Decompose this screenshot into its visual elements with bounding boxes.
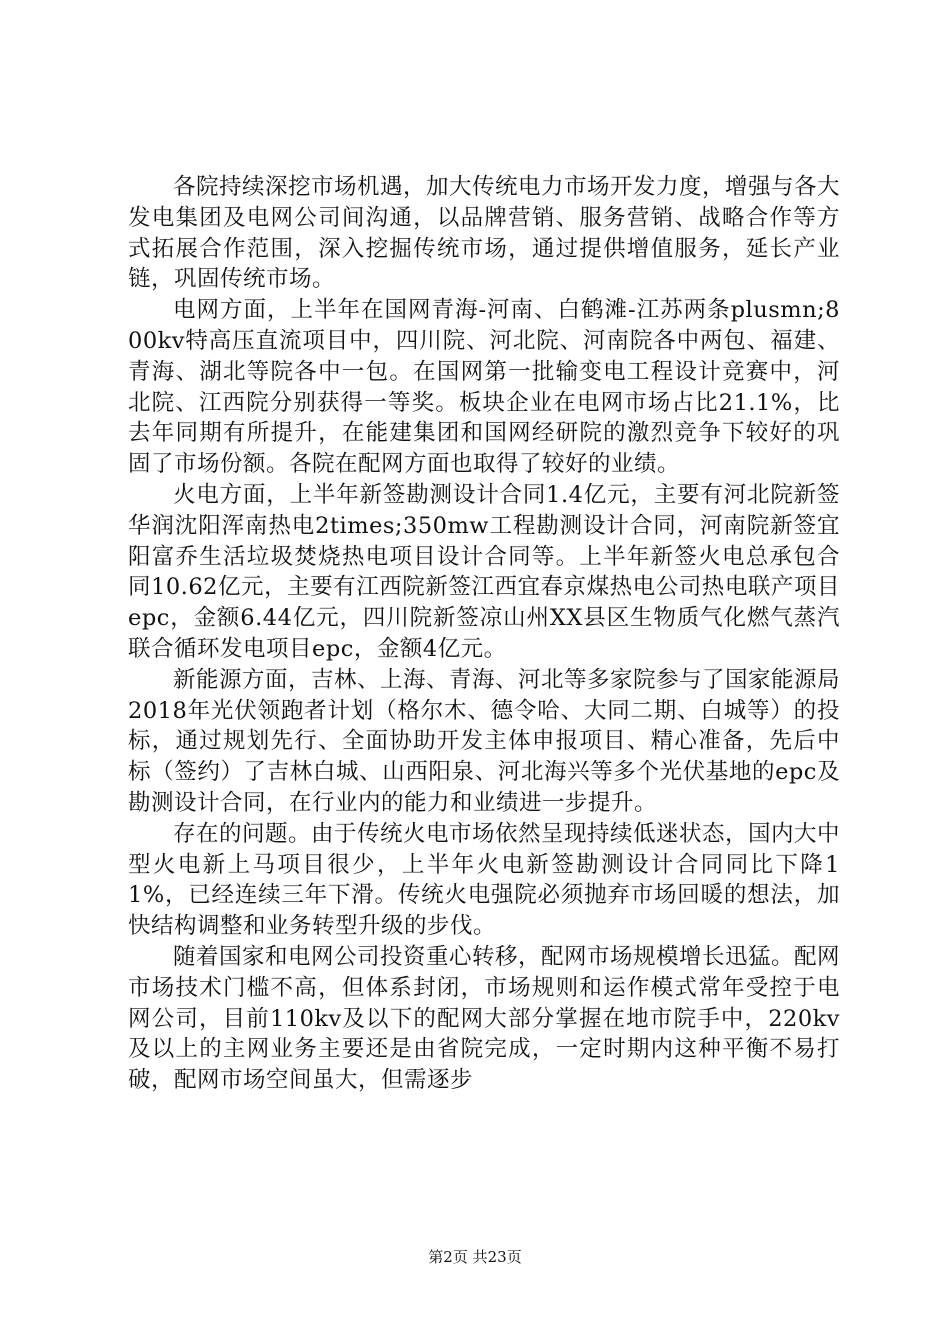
paragraph-distribution-network: 随着国家和电网公司投资重心转移，配网市场规模增长迅猛。配网市场技术门槛不高，但体系封闭，市场规则和运作模式常年受控于电网公司，目前110kv及以下的配网大部分掌握在地市院手中，220kv及以上的主网业务主要还是由省院完成，一定时期内这种平衡不易打破，配网市场空间虽大，但需逐步 — [128, 943, 841, 1094]
paragraph-traditional-market: 各院持续深挖市场机遇，加大传统电力市场开发力度，增强与各大发电集团及电网公司间沟通，以品牌营销、服务营销、战略合作等方式拓展合作范围，深入挖掘传统市场，通过提供增值服务，延长产业链，巩固传统市场。 — [128, 174, 841, 293]
paragraph-new-energy: 新能源方面，吉林、上海、青海、河北等多家院参与了国家能源局2018年光伏领跑者计划（格尔木、德令哈、大同二期、白城等）的投标，通过规划先行、全面协助开发主体申报项目、精心准备，先后中标（签约）了吉林白城、山西阳泉、河北海兴等多个光伏基地的epc及勘测设计合同，在行业内的能力和业绩进一步提升。 — [128, 666, 841, 816]
paragraph-power-grid: 电网方面，上半年在国网青海-河南、白鹤滩-江苏两条plusmn;800kv特高压直流项目中，四川院、河北院、河南院各中两包、福建、青海、湖北等院各中一包。在国网第一批输变电工程设计竞赛中，河北院、江西院分别获得一等奖。板块企业在电网市场占比21.1%，比去年同期有所提升，在能建集团和国网经研院的激烈竞争下较好的巩固了市场份额。各院在配网方面也取得了较好的业绩。 — [128, 297, 840, 478]
paragraph-existing-problems: 存在的问题。由于传统火电市场依然呈现持续低迷状态，国内大中型火电新上马项目很少，上半年火电新签勘测设计合同同比下降11%，已经连续三年下滑。传统火电强院必须抛弃市场回暖的想法，加快结构调整和业务转型升级的步伐。 — [128, 820, 841, 940]
document-body — [128, 172, 840, 1096]
paragraph-thermal-power: 火电方面，上半年新签勘测设计合同1.4亿元，主要有河北院新签华润沈阳浑南热电2times;350mw工程勘测设计合同，河南院新签宜阳富乔生活垃圾焚烧热电项目设计合同等。上半年新签火电总承包合同10.62亿元，主要有江西院新签江西宜春京煤热电公司热电联产项目epc，金额6.44亿元，四川院新签凉山州XX县区生物质气化燃气蒸汽联合循环发电项目epc，金额4亿元。 — [128, 481, 840, 662]
page-number-footer: 第2页 共23页 — [428, 1248, 522, 1266]
